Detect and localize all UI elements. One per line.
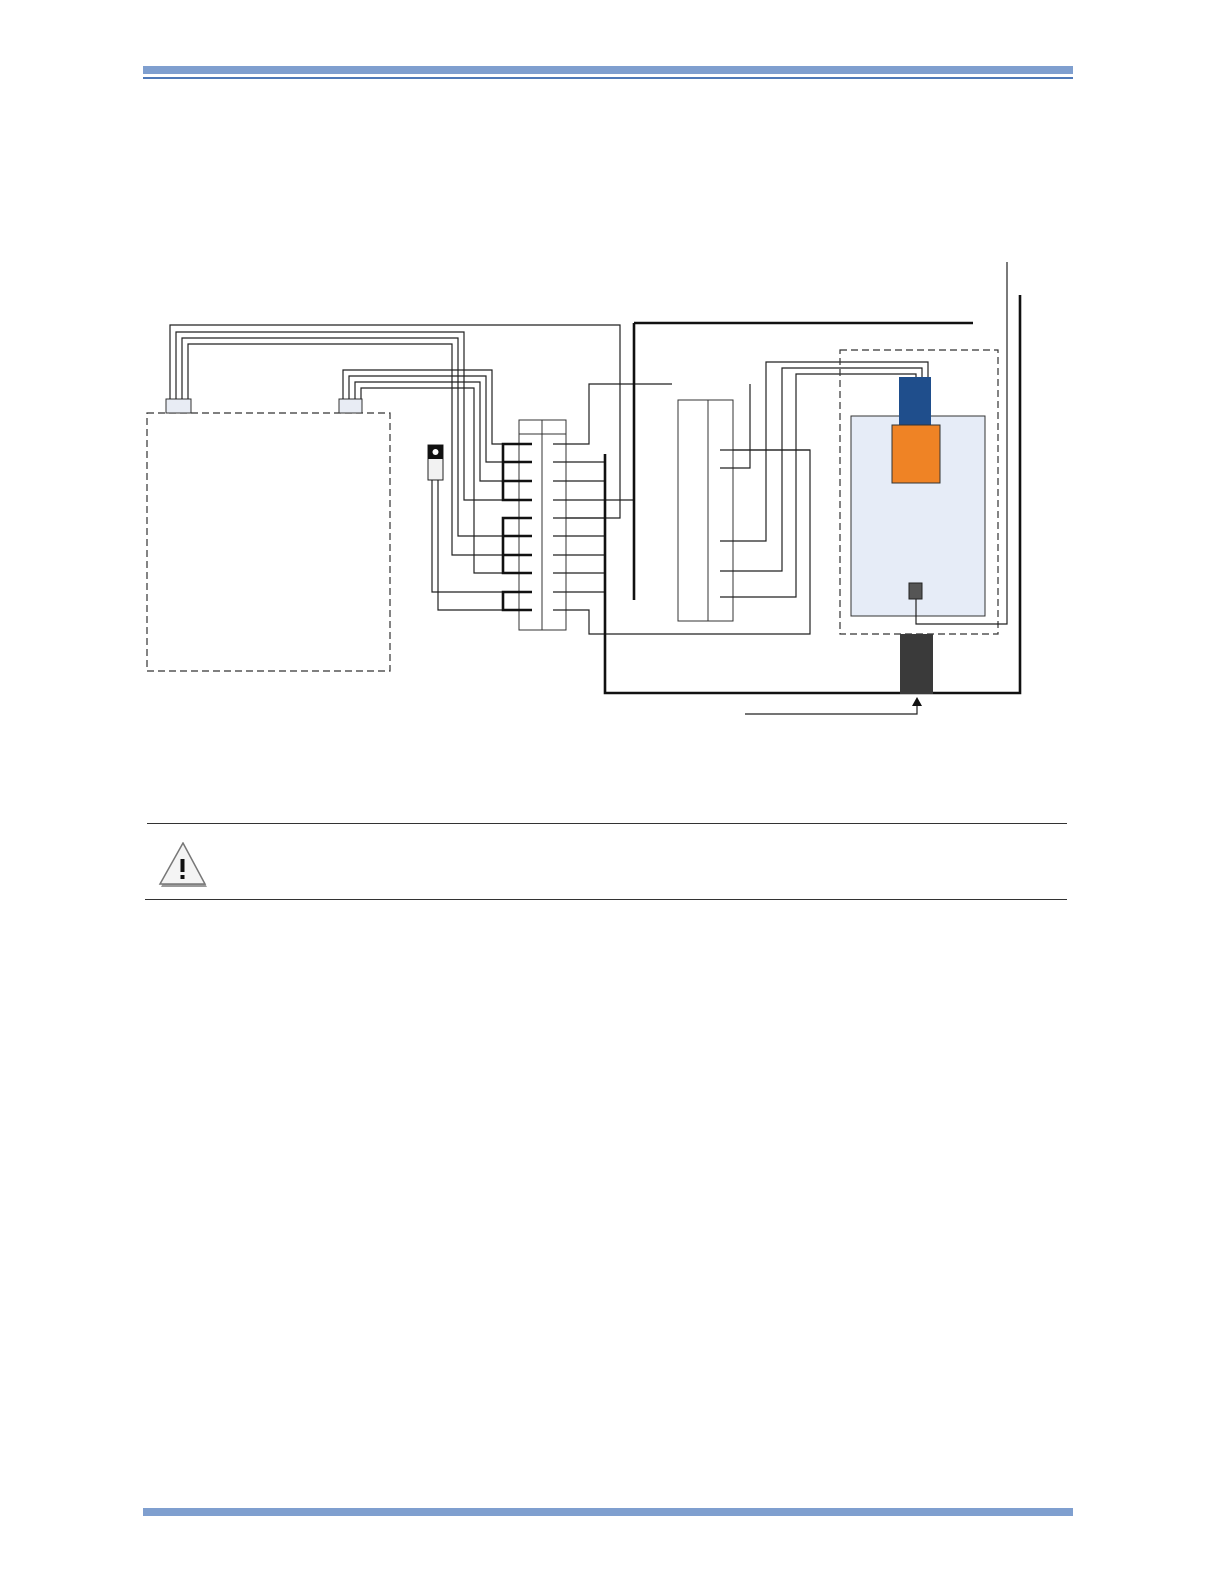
protector-plug-blue [899, 377, 931, 425]
footer-bar [143, 1508, 1073, 1516]
battery-terminal-right [339, 399, 362, 413]
power-supply-strip [678, 400, 733, 621]
warning-icon [158, 842, 208, 890]
protector-jack [909, 583, 922, 599]
dc-power-brick [900, 634, 933, 694]
batteries-box [147, 413, 390, 671]
note-rule-top [147, 823, 1067, 824]
battery-terminal-left [166, 399, 191, 413]
wiring-diagram [0, 0, 1224, 760]
note-rule-bottom [145, 899, 1067, 900]
protector-body-orange [892, 425, 940, 483]
